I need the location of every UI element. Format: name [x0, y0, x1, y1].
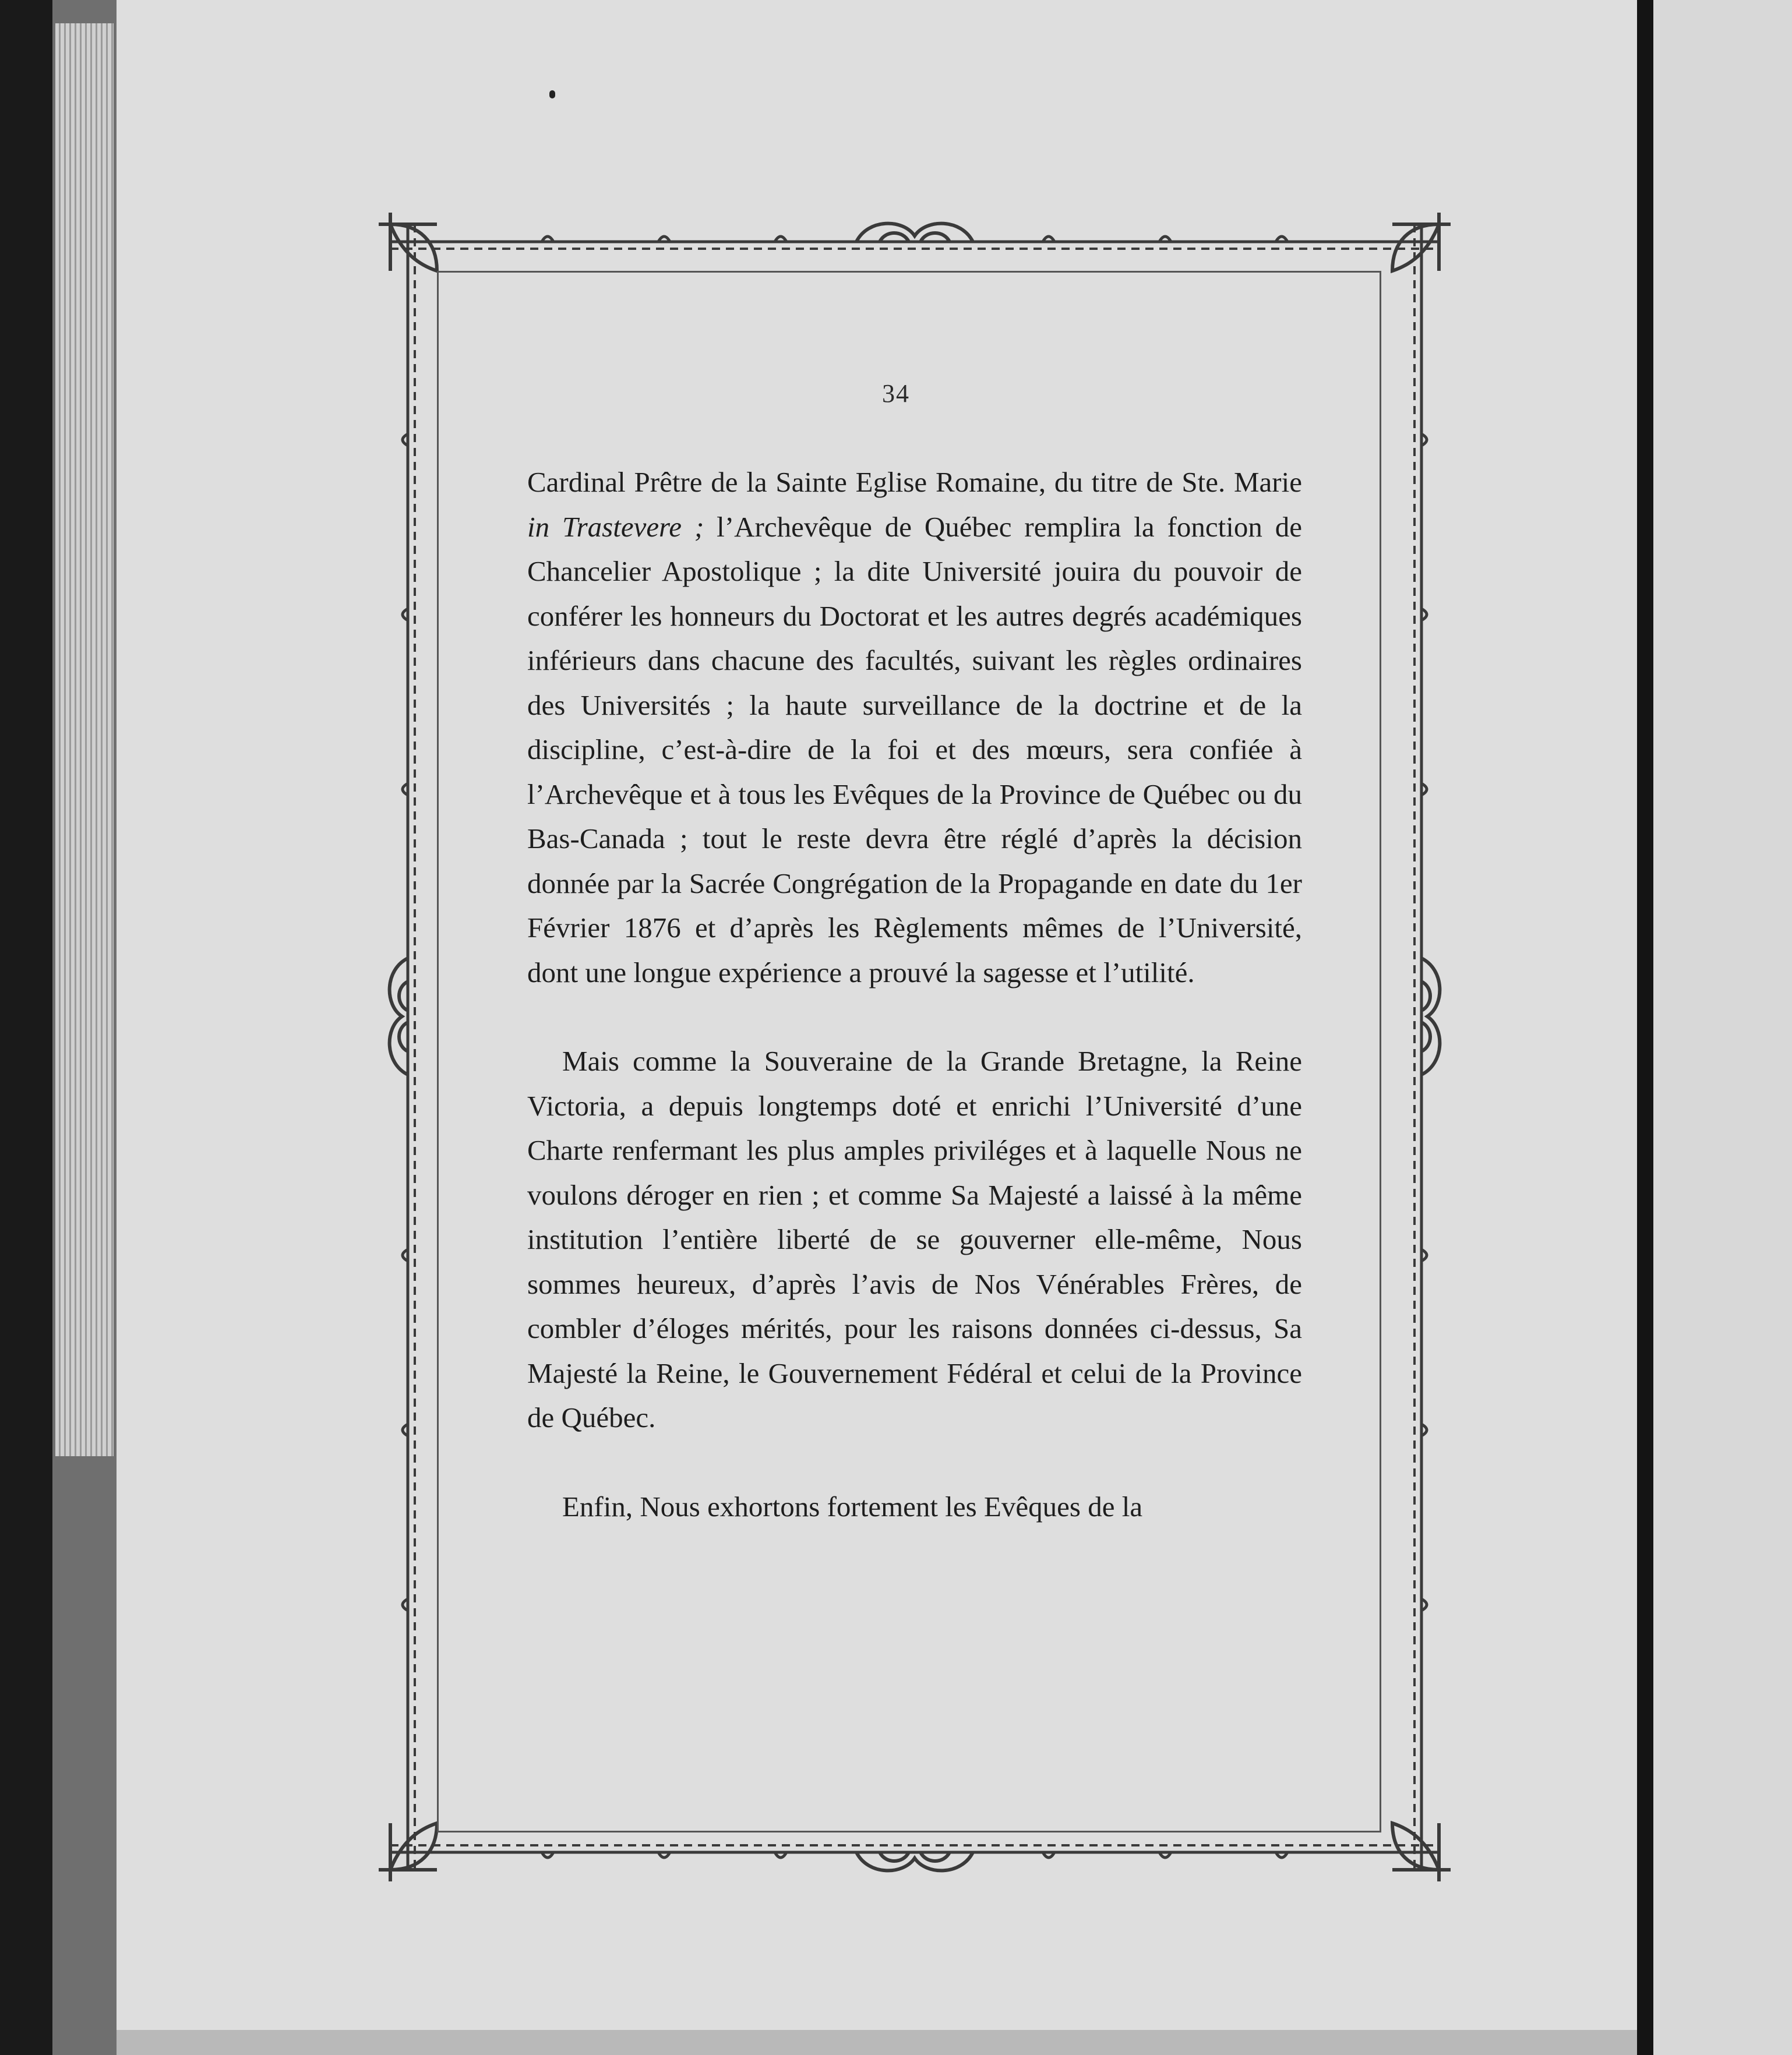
paragraph-1-rest: l’Archevêque de Québec remplira la fonction de Chancelier Apostolique ; la dite Université jouira du pouvoir de conférer les honneurs du Doctorat et les autres degrés académiques inférieurs dans chacune des facultés, suivant les règles ordinaires des Universités ; la haute surveillance de la doctrine et de la discipline, c’est-à-dire de la foi et des mœurs, sera confiée à l’Archevêque et à tous les Evêques de la Province de Québec ou du Bas-Canada ; tout le reste devra être réglé d’après la décision donnée par la Sacrée Congrégation de la Propagande en date du 1er Février 1876 et d’après les Règlements mêmes de l’Université, dont une longue expérience a prouvé la sagesse et l’utilité.: [527, 510, 1302, 988]
body-text: [527, 460, 1302, 1529]
page-shadow: [117, 2030, 1637, 2055]
page-stack: [55, 23, 114, 1456]
paragraph-1: [527, 460, 1302, 995]
page-number: 34: [882, 379, 910, 408]
italic-phrase: in Trastevere ;: [527, 510, 704, 543]
facing-page: [1653, 0, 1792, 2055]
ink-speck: [549, 90, 555, 98]
paragraph-2: Mais comme la Souveraine de la Grande Bretagne, la Reine Victoria, a depuis longtemps doté et enrichi l’Université d’une Charte renfermant les plus amples priviléges et à laquelle Nous ne voulons déroger en rien ; et comme Sa Majesté a laissé à la même institution l’entière liberté de se gouverner elle-même, Nous sommes heureux, d’après l’avis de Nos Vénérables Frères, de combler d’éloges mérités, pour les raisons données ci-dessus, Sa Majesté la Reine, le Gouvernement Fédéral et celui de la Province de Québec.: [527, 1045, 1302, 1433]
paragraph-3: Enfin, Nous exhortons fortement les Evêques de la: [562, 1490, 1143, 1523]
paragraph-1-start: Cardinal Prêtre de la Sainte Eglise Romaine, du titre de Ste. Marie: [527, 466, 1302, 498]
book-gutter: [1637, 0, 1653, 2055]
